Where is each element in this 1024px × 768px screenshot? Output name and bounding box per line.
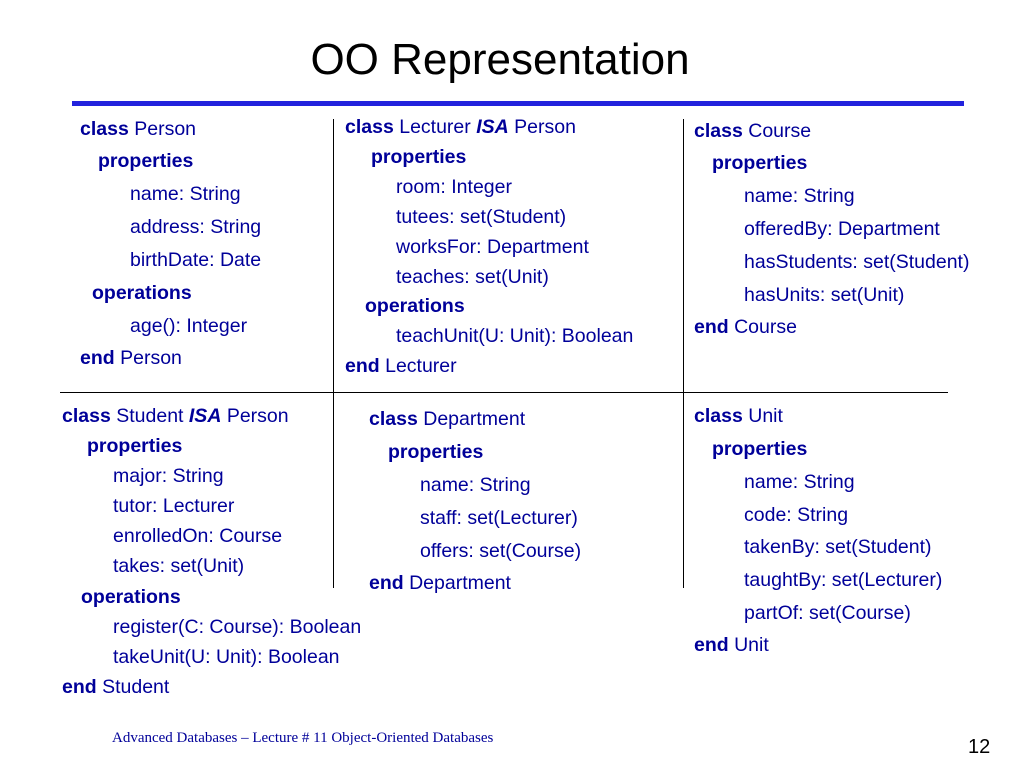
keyword-operations: operations — [81, 586, 181, 608]
property: tutor: Lecturer — [113, 495, 235, 517]
property: birthDate: Date — [130, 249, 262, 271]
property: takes: set(Unit) — [113, 555, 245, 577]
keyword-end: end — [694, 634, 729, 656]
property: taughtBy: set(Lecturer) — [744, 569, 943, 591]
property: name: String — [130, 183, 241, 205]
keyword-operations: operations — [92, 282, 192, 304]
property: teaches: set(Unit) — [396, 266, 549, 288]
class-name: Unit — [748, 405, 783, 427]
keyword-end: end — [345, 355, 380, 377]
end-class-name: Student — [102, 676, 170, 698]
keyword-class: class — [694, 405, 743, 427]
class-name: Person — [134, 118, 197, 140]
page-number: 12 — [968, 736, 991, 758]
class-name: Lecturer — [399, 116, 471, 138]
keyword-properties: properties — [98, 150, 194, 172]
keyword-end: end — [369, 572, 404, 594]
keyword-class: class — [80, 118, 129, 140]
keyword-class: class — [369, 408, 418, 430]
property: room: Integer — [396, 176, 512, 198]
property: offeredBy: Department — [744, 218, 940, 240]
parent-class-name: Person — [226, 405, 289, 427]
keyword-end: end — [80, 347, 115, 369]
keyword-class: class — [62, 405, 111, 427]
grid-divider-vertical-left — [333, 119, 334, 588]
property: enrolledOn: Course — [113, 525, 283, 547]
property: address: String — [130, 216, 262, 238]
operation: takeUnit(U: Unit): Boolean — [113, 646, 340, 668]
end-class-name: Lecturer — [385, 355, 457, 377]
keyword-class: class — [694, 120, 743, 142]
keyword-class: class — [345, 116, 394, 138]
keyword-properties: properties — [388, 441, 484, 463]
title-underline — [72, 101, 964, 106]
keyword-properties: properties — [712, 438, 808, 460]
class-name: Department — [423, 408, 526, 430]
end-class-name: Person — [120, 347, 182, 369]
keyword-end: end — [62, 676, 97, 698]
property: hasStudents: set(Student) — [744, 251, 970, 273]
property: name: String — [744, 185, 855, 207]
grid-divider-horizontal — [60, 392, 948, 393]
property: partOf: set(Course) — [744, 602, 911, 624]
operation: register(C: Course): Boolean — [113, 616, 362, 638]
end-class-name: Unit — [734, 634, 769, 656]
parent-class-name: Person — [514, 116, 576, 138]
property: tutees: set(Student) — [396, 206, 567, 228]
slide-title: OO Representation — [310, 35, 690, 84]
property: name: String — [744, 471, 855, 493]
end-class-name: Department — [409, 572, 511, 594]
slide-footer: Advanced Databases – Lecture # 11 Object-Oriented Databases — [112, 730, 494, 746]
keyword-isa: ISA — [476, 116, 509, 138]
property: staff: set(Lecturer) — [420, 507, 578, 529]
property: worksFor: Department — [396, 236, 589, 258]
keyword-operations: operations — [365, 295, 465, 317]
keyword-end: end — [694, 316, 729, 338]
keyword-isa: ISA — [188, 405, 222, 427]
operation: age(): Integer — [130, 315, 248, 337]
keyword-properties: properties — [371, 146, 467, 168]
class-name: Course — [748, 120, 812, 142]
property: offers: set(Course) — [420, 540, 582, 562]
operation: teachUnit(U: Unit): Boolean — [396, 325, 634, 347]
property: takenBy: set(Student) — [744, 536, 932, 558]
keyword-properties: properties — [712, 152, 808, 174]
keyword-properties: properties — [87, 435, 183, 457]
property: major: String — [113, 465, 224, 487]
end-class-name: Course — [734, 316, 797, 338]
property: code: String — [744, 504, 849, 526]
grid-divider-vertical-right — [683, 119, 684, 588]
property: name: String — [420, 474, 531, 496]
property: hasUnits: set(Unit) — [744, 284, 905, 306]
class-name: Student — [116, 405, 184, 427]
